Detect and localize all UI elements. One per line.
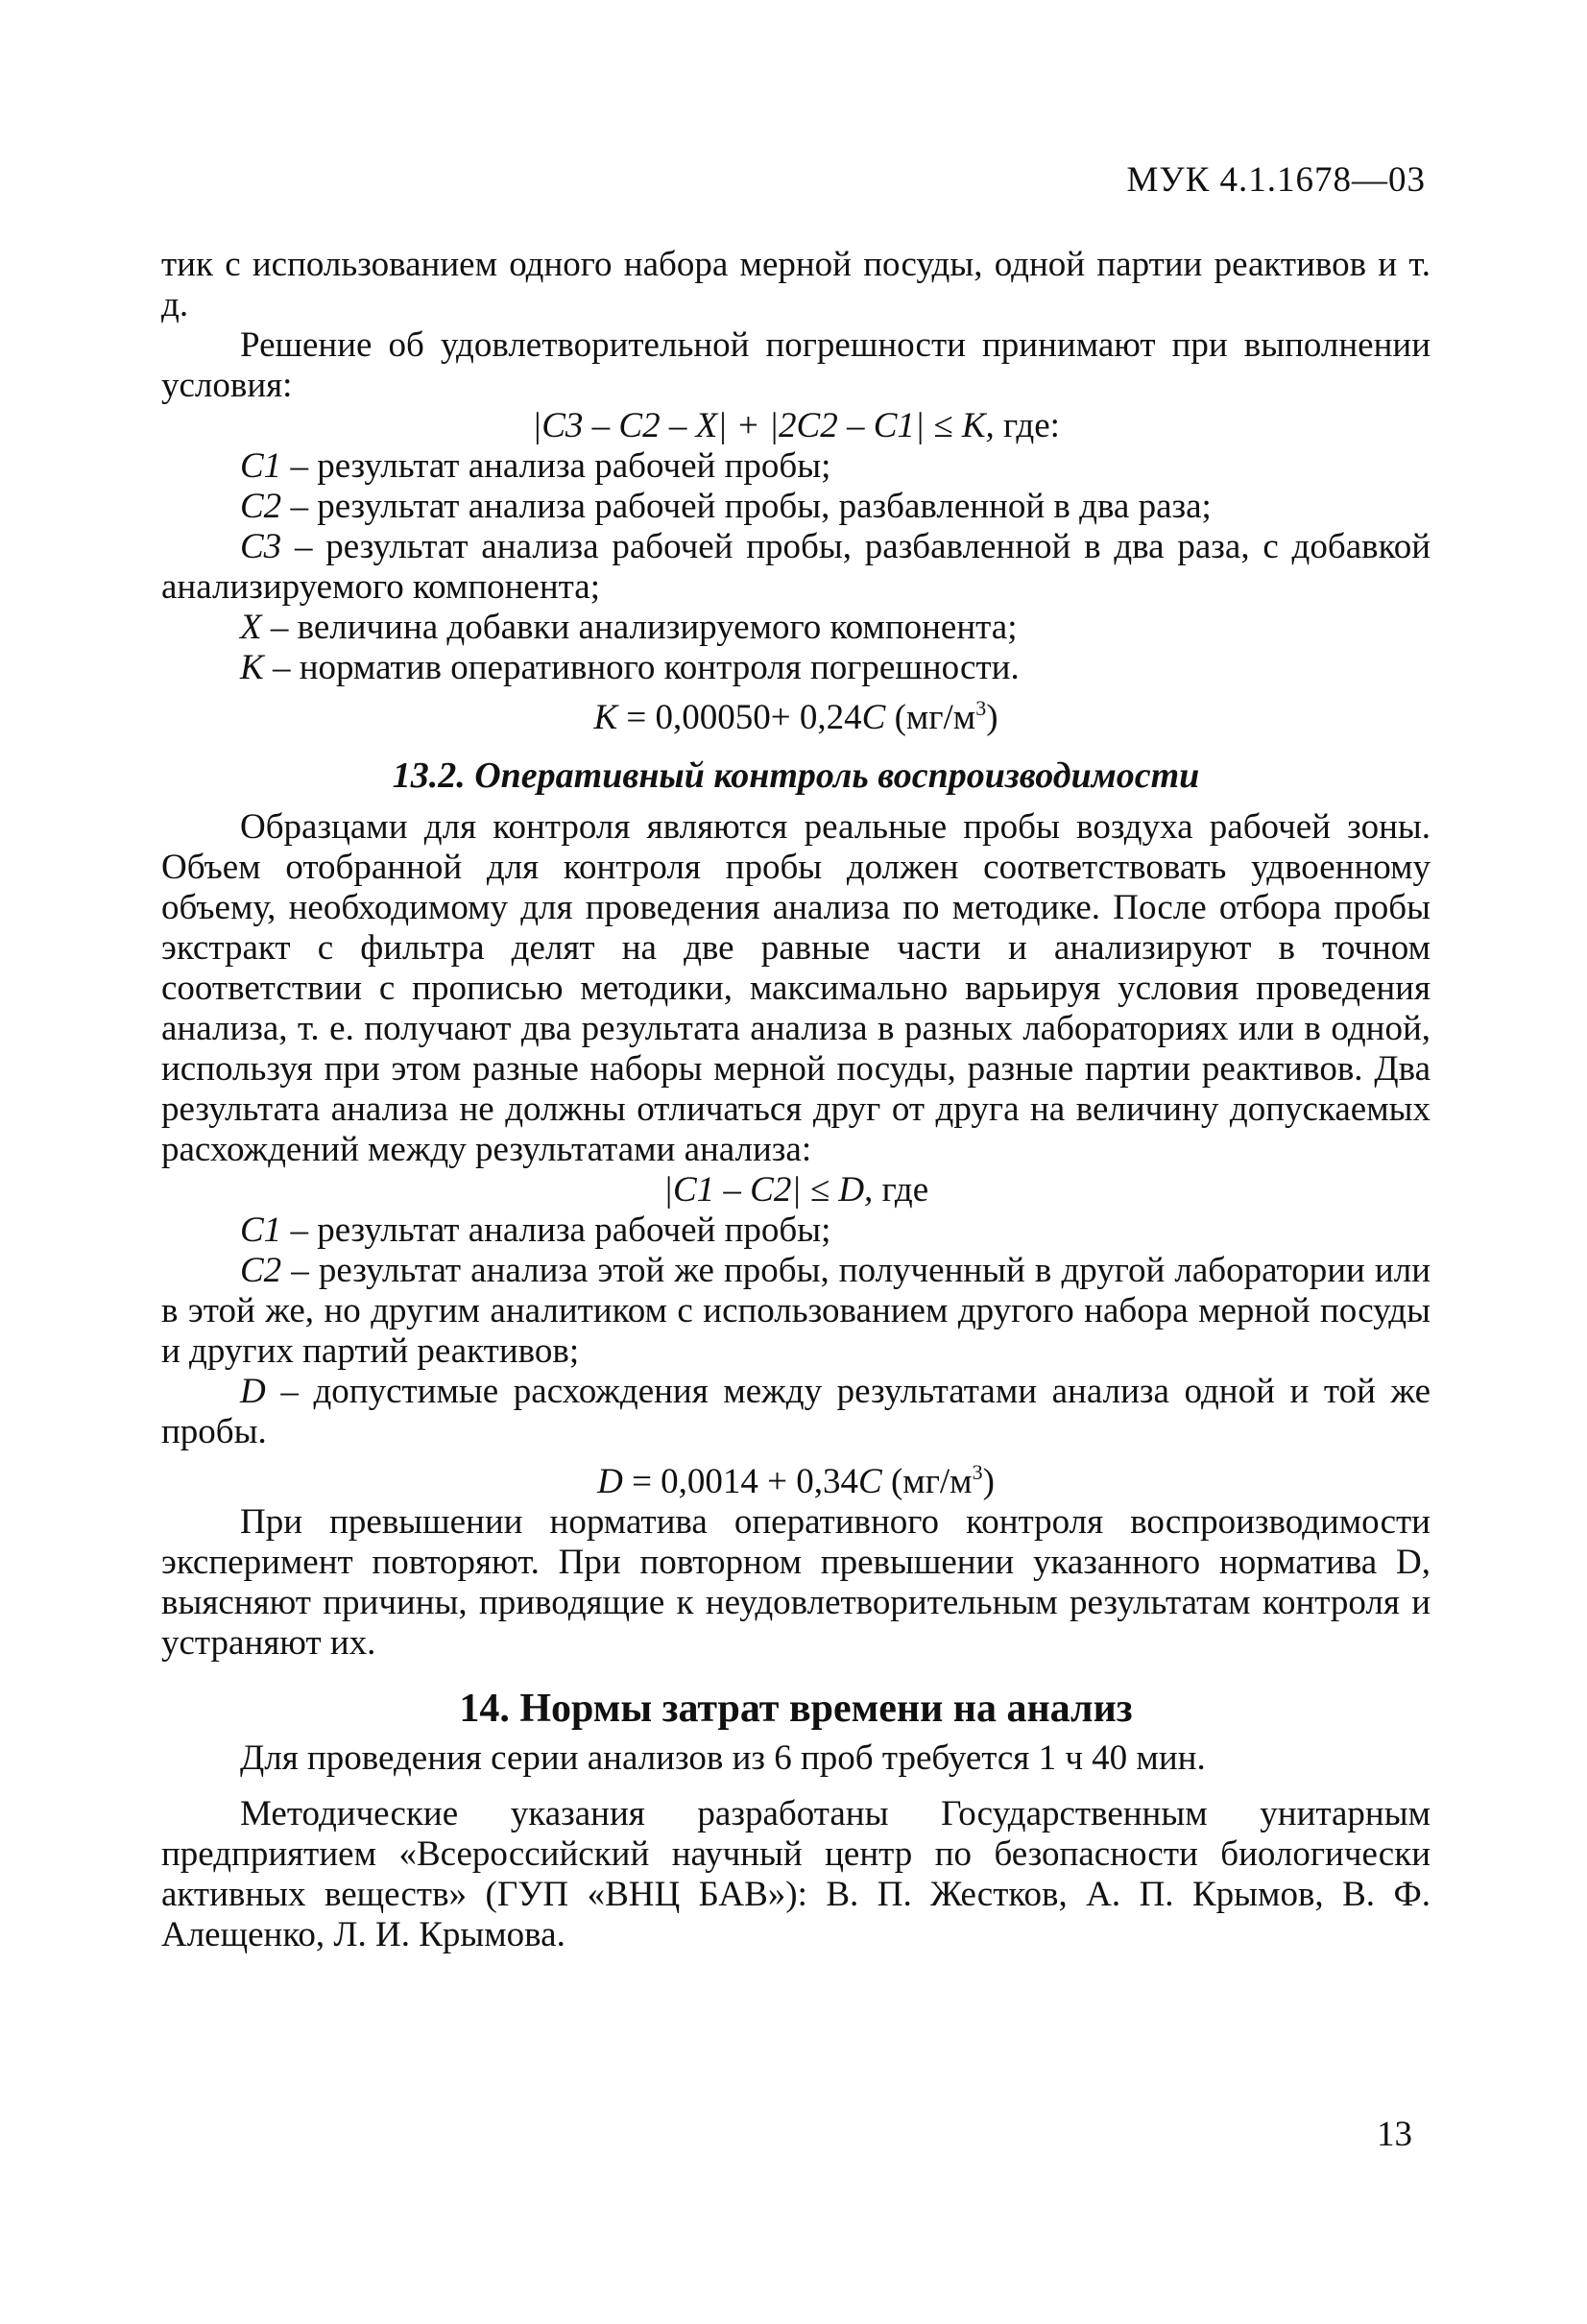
definition-c2 <box>161 487 1431 527</box>
definition2-c1 <box>161 1210 1431 1251</box>
formula-k-rhs: = 0,00050+ 0,24 <box>617 698 862 737</box>
definition-text: – норматив оперативного контроля погрешности. <box>263 648 1020 687</box>
formula-k <box>161 688 1431 738</box>
paragraph-time: Для проведения серии анализов из 6 проб требуется 1 ч 40 мин. <box>240 1738 1206 1778</box>
definition-c3 <box>161 527 1431 608</box>
formula-reproducibility-expression: |C1 – C2| ≤ D, <box>662 1170 874 1210</box>
paragraph-decision: Решение об удовлетворительной погрешности принимают при выполнении условия: <box>161 325 1431 405</box>
formula-d-close: ) <box>982 1462 995 1501</box>
formula-accuracy-where: где: <box>1003 406 1060 445</box>
definition-variable: C1 <box>240 446 282 486</box>
definition-text: – результат анализа этой же пробы, полученный в другой лаборатории или в этой же, но другим аналитиком с использованием другого набора мерной посуды и других партий реактивов; <box>161 1251 1431 1371</box>
formula-d-unit: (мг/м <box>881 1462 973 1501</box>
formula-k-unit: (мг/м <box>885 698 976 737</box>
definition-text: – результат анализа рабочей пробы; <box>281 446 831 486</box>
definition-k <box>161 648 1431 688</box>
formula-d-var: C <box>858 1462 882 1501</box>
section-14-title: 14. Нормы затрат времени на анализ <box>459 1687 1133 1731</box>
formula-accuracy-condition <box>161 406 1431 446</box>
definition-variable: K <box>240 648 264 687</box>
section-13-2-title: 13.2. Оперативный контроль воспроизводимости <box>392 755 1200 796</box>
formula-accuracy-expression: |C3 – C2 – X| + |2C2 – C1| ≤ K, <box>532 406 995 445</box>
page-number: 13 <box>1377 2115 1412 2154</box>
document-code: МУК 4.1.1678—03 <box>1126 160 1426 200</box>
formula-k-var: C <box>861 698 886 737</box>
definition-variable: X <box>240 608 262 647</box>
definition2-d <box>161 1372 1431 1452</box>
formula-d-rhs: = 0,0014 + 0,34 <box>622 1462 859 1501</box>
definition-text: – величина добавки анализируемого компонента; <box>261 608 1018 647</box>
formula-d-exp: 3 <box>972 1460 983 1484</box>
paragraph-samples: Образцами для контроля являются реальные пробы воздуха рабочей зоны. Объем отобранной для контроля пробы должен соответствовать удвоенному объему, необходимому для проведения анализа по методике. После отбора пробы экстракт с фильтра делят на две равные части и анализируют в точном соответствии с прописью методики, максимально варьируя условия проведения анализа, т. е. получают два результата анализа в разных лабораториях или в одной, используя при этом разные наборы мерной посуды, разные партии реактивов. Два результата анализа не должны отличаться друг от друга на величину допускаемых расхождений между результатами анализа: <box>161 807 1431 1169</box>
paragraph-continued: тик с использованием одного набора мерной посуды, одной партии реактивов и т. д. <box>161 245 1431 324</box>
definition-variable: C2 <box>240 487 282 526</box>
definition-variable: D <box>240 1372 266 1411</box>
formula-k-lhs: K <box>593 698 618 737</box>
definition-x <box>161 608 1431 648</box>
formula-k-close: ) <box>986 698 998 737</box>
definition-c1 <box>161 446 1431 487</box>
definition-variable: C2 <box>240 1251 282 1290</box>
formula-k-exp: 3 <box>975 696 987 720</box>
spacer <box>161 1779 1431 1794</box>
paragraph-exceed: При превышении норматива оперативного контроля воспроизводимости эксперимент повторяют. При повторном превышении указанного норматива D, выясняют причины, приводящие к неудовлетворительным результатам контроля и устраняют их. <box>161 1502 1431 1663</box>
formula-reproducibility-where: где <box>881 1170 929 1210</box>
formula-d <box>161 1452 1431 1502</box>
definition-text: – результат анализа рабочей пробы; <box>281 1210 831 1250</box>
definition-text: – допустимые расхождения между результатами анализа одной и той же пробы. <box>161 1372 1431 1451</box>
definition-variable: C1 <box>240 1210 282 1250</box>
definition-text: – результат анализа рабочей пробы, разбавленной в два раза, с добавкой анализируемого компонента; <box>161 527 1431 607</box>
definition2-c2 <box>161 1251 1431 1372</box>
formula-d-lhs: D <box>597 1462 623 1501</box>
formula-reproducibility <box>161 1170 1431 1210</box>
paragraph-authors: Методические указания разработаны Государственным унитарным предприятием «Всероссийский научный центр по безопасности биологически активных веществ» (ГУП «ВНЦ БАВ»): В. П. Жестков, А. П. Крымов, В. Ф. Алещенко, Л. И. Крымова. <box>161 1794 1431 1954</box>
definition-text: – результат анализа рабочей пробы, разбавленной в два раза; <box>281 487 1212 526</box>
definition-variable: C3 <box>240 527 282 566</box>
body-text <box>161 245 1431 1955</box>
